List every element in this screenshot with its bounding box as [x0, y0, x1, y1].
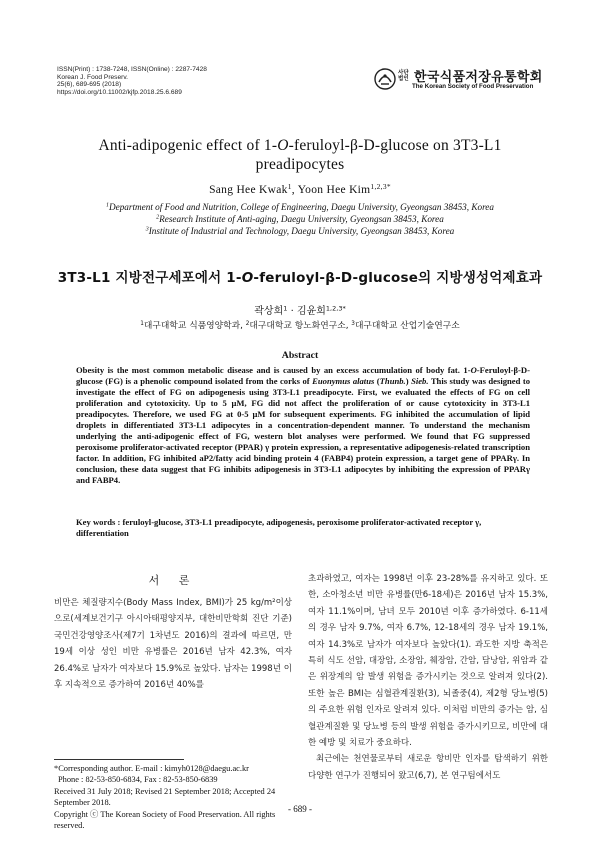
- abstract-heading: Abstract: [281, 350, 319, 361]
- affiliation-line: $^3$Institute of Industrial and Technology, Daegu University, Gyeongsan 38453, Korea: [145, 226, 455, 236]
- copyright: Copyright ⓒ The Korean Society of Food Preservation. All rights reserved.: [54, 809, 276, 831]
- abstract-body: Obesity is the most common metabolic disease and is caused by an excess accumulation of body fat. 1-O-Feruloyl-β-D-glucose (FG) is a phenolic compound isolated from the corks of Euonymus alatus (Thunb.) Sieb. This study was designed to investigate the effect of FG on adipogenesis using 3T3-L1 preadipocyte. First, we evaluated the effects of FG on cell proliferation and cytotoxicity. Up to 5 μM, FG did not affect the proliferation of or cause cytotoxicity in 3T3-L1 preadipocytes. Therefore, we used FG at 0-5 μM for subsequent experiments. FG inhibited the accumulation of lipid droplets in differentiated 3T3-L1 adipocytes in a concentration-dependent manner. To understand the mechanism underlying the anti-adipogenic effect of FG, western blot analyses were performed. We found that FG suppressed peroxisome proliferator-activated receptor (PPAR) γ protein expression, a representative adipogenesis-related transcription factor. In addition, FG inhibited aP2/fatty acid binding protein 4 (FABP4) protein expression, a target gene of PPARγ. In conclusion, these data suggest that FG inhibits adipogenesis in 3T3-L1 adipocytes by inhibiting the expression of PPARγ and FABP4.: [76, 365, 531, 486]
- paper-title-ko: 3T3-L1 지방전구세포에서 1-O-feruloyl-β-D-glucose의 지방생성억제효과: [57, 270, 543, 286]
- page-number: - 689 -: [288, 804, 312, 814]
- doi-link[interactable]: https://doi.org/10.11002/kjfp.2018.25.6.689: [57, 88, 182, 96]
- intro-paragraph: 초과하였고, 여자는 1998년 이후 23-28%를 유지하고 있다. 또한, 소아청소년 비만 유병률(만6-18세)은 2016년 남자 15.3%, 여자 11.1%이며, 남녀 모두 2010년 이후 증가하였다. 6-11세의 경우 남자 9.7%, 여자 6.7%, 12-18세의 경우 남자 19.1%, 여자 14.3%로 남자가 여자보다 높았다(1). 과도한 지방 축적은 특히 식도 선암, 대장암, 소장암, 췌장암, 간암, 담낭암, 위암과 같은 위장계의 암 발생 위험을 증가시키는 것으로 알려져 있다(2). 또한 높은 BMI는 심혈관계질환(3), 뇌졸중(4), 제2형 당뇨병(5)의 주요한 위험 인자로 알려져 있다. 이처럼 비만의 증가는 암, 심혈관계질환 및 당뇨병 등의 발생 위험을 증가시키므로, 비만에 대한 예방 및 치료가 중요하다.: [308, 574, 548, 749]
- logo-prefix: 사단 법인: [398, 70, 409, 82]
- received-dates: Received 31 July 2018; Revised 21 September 2018; Accepted 24 September 2018.: [54, 786, 276, 808]
- keywords-label: Key words :: [76, 517, 121, 527]
- contact-phone-fax: Phone : 82-53-850-6834, Fax : 82-53-850-6839: [58, 775, 218, 785]
- society-logo: [374, 66, 554, 92]
- authors-ko: 곽상희$^1$ · 김윤희$^{1,2,3*}$: [254, 304, 346, 317]
- paper-title-en: Anti-adipogenic effect of 1-O-feruloyl-β-D-glucose on 3T3-L1 preadipocytes: [98, 137, 502, 173]
- keywords-text: feruloyl-glucose, 3T3-L1 preadipocyte, adipogenesis, peroxisome proliferator-activated receptor γ, differentiation: [76, 517, 482, 538]
- footnote: [54, 763, 294, 831]
- logo-korean-name: 한국식품저장유통학회: [414, 70, 543, 85]
- keywords: [76, 517, 530, 539]
- intro-paragraph: 최근에는 천연물로부터 새로운 항비만 인자를 탐색하기 위한 다양한 연구가 진행되어 왔고(6,7), 본 연구팀에서도: [308, 754, 548, 781]
- journal-name: Korean J. Food Preserv.: [57, 73, 128, 81]
- issn-line: ISSN(Print) : 1738-7248, ISSN(Online) : 2287-7428: [57, 66, 207, 73]
- corresponding-author: *Corresponding author. E-mail : kimyh0128@daegu.ac.kr: [54, 764, 249, 773]
- volume-line: 25(6), 689-695 (2018): [57, 81, 122, 89]
- affiliation-line: $^1$Department of Food and Nutrition, College of Engineering, Daegu University, Gyeongsan 38453, Korea: [106, 202, 494, 212]
- logo-english-name: The Korean Society of Food Preservation: [412, 83, 534, 90]
- affiliation-line: $^2$Research Institute of Anti-aging, Daegu University, Gyeongsan 38453, Korea: [156, 214, 444, 224]
- journal-meta: [57, 66, 207, 96]
- footnote-divider: [54, 759, 184, 760]
- affiliations-ko: $^1$대구대학교 식품영양학과, $^2$대구대학교 항노화연구소, $^3$대구대학교 산업기술연구소: [140, 320, 460, 331]
- authors-en: Sang Hee Kwak$^1$, Yoon Hee Kim$^{1,2,3*}$: [209, 181, 391, 196]
- society-emblem-icon: [374, 68, 396, 90]
- intro-left-column: 비만은 체질량지수(Body Mass Index, BMI)가 25 kg/m²이상으로(세계보건기구 아시아태평양지부, 대한비만학회 진단 기준) 국민건강영양조사(제7기 1차년도 2016)의 결과에 따르면, 만 19세 이상 성인 비만 유병률은 2016년 남자 42.3%, 여자 26.4%로 남자가 여자보다 15.9%로 높았다. 남자는 1998년 이후 지속적으로 증가하여 2016년 40%를: [54, 598, 292, 691]
- intro-right-column: [308, 571, 548, 784]
- intro-heading: 서 론: [148, 574, 198, 587]
- affiliations-en: [40, 201, 560, 237]
